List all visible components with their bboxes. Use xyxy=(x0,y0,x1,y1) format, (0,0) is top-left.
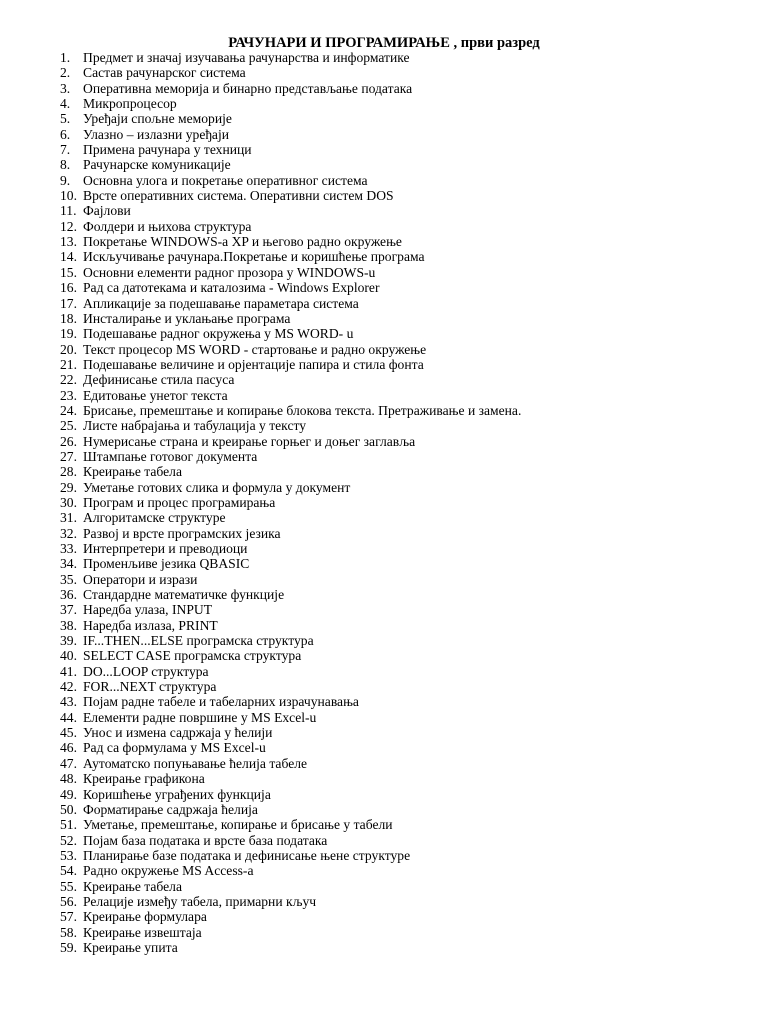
list-item-number: 45. xyxy=(60,725,77,741)
list-item-number: 59. xyxy=(60,939,77,955)
list-item xyxy=(0,556,768,571)
list-item-text: FOR...NEXT структура xyxy=(83,679,217,695)
list-item-text: Фајлови xyxy=(83,203,131,219)
list-item xyxy=(0,219,768,234)
list-item-number: 52. xyxy=(60,832,77,848)
list-item-number: 25. xyxy=(60,418,77,434)
list-item xyxy=(0,81,768,96)
list-item xyxy=(0,342,768,357)
list-item-number: 19. xyxy=(60,326,77,342)
list-item xyxy=(0,173,768,188)
list-item-text: Променљиве језика QBASIC xyxy=(83,556,250,572)
list-item-text: Оперативна меморија и бинарно представљање података xyxy=(83,80,413,96)
list-item xyxy=(0,96,768,111)
list-item-number: 3. xyxy=(60,80,71,96)
list-item xyxy=(0,817,768,832)
list-item-text: Аутоматско попуњавање ћелија табеле xyxy=(83,755,308,771)
list-item-text: Форматирање садржаја ћелија xyxy=(83,801,258,817)
list-item-number: 46. xyxy=(60,740,77,756)
list-item-number: 21. xyxy=(60,356,77,372)
list-item-text: Састав рачунарског система xyxy=(83,65,246,81)
list-item-text: Елементи радне површине у MS Excel-u xyxy=(83,709,317,725)
list-item-text: Рачунарске комуникације xyxy=(83,157,231,173)
list-item xyxy=(0,648,768,663)
list-item-text: Уметање, премештање, копирање и брисање у табели xyxy=(83,817,393,833)
list-item-text: IF...THEN...ELSE програмска структура xyxy=(83,633,314,649)
list-item xyxy=(0,664,768,679)
list-item xyxy=(0,618,768,633)
list-item-text: Планирање базе података и дефинисање њене структуре xyxy=(83,847,411,863)
list-item-text: Основна улога и покретање оперативног система xyxy=(83,172,368,188)
list-item-text: Искључивање рачунара.Покретање и коришћење програма xyxy=(83,249,425,265)
list-item xyxy=(0,464,768,479)
list-item-number: 9. xyxy=(60,172,71,188)
list-item-number: 38. xyxy=(60,617,77,633)
list-item-number: 27. xyxy=(60,448,77,464)
list-item-text: Алгоритамске структуре xyxy=(83,510,226,526)
list-item-number: 5. xyxy=(60,111,71,127)
page-title: РАЧУНАРИ И ПРОГРАМИРАЊЕ , први разред xyxy=(228,35,540,51)
list-item-text: Креирање формулара xyxy=(83,909,207,925)
list-item xyxy=(0,710,768,725)
list-item-text: Листе набрајања и табулација у тексту xyxy=(83,418,307,434)
list-item xyxy=(0,679,768,694)
list-item-text: Врсте оперативних система. Оперативни систем DOS xyxy=(83,188,394,204)
list-item-number: 6. xyxy=(60,126,71,142)
list-item-text: Улазно – излазни уређаји xyxy=(83,126,229,142)
list-item-number: 37. xyxy=(60,602,77,618)
list-item-text: Подешавање величине и орјентације папира и стила фонта xyxy=(83,356,424,372)
list-item xyxy=(0,802,768,817)
list-item-text: Оператори и изрази xyxy=(83,571,198,587)
list-item-text: SELECT CASE програмска структура xyxy=(83,648,302,664)
list-item-number: 26. xyxy=(60,433,77,449)
list-item-number: 42. xyxy=(60,679,77,695)
list-item xyxy=(0,879,768,894)
list-item xyxy=(0,602,768,617)
list-item-number: 57. xyxy=(60,909,77,925)
list-item xyxy=(0,357,768,372)
list-item xyxy=(0,265,768,280)
list-item-text: Интерпретери и преводиоци xyxy=(83,541,248,556)
list-item-number: 48. xyxy=(60,771,77,787)
list-item-text: Апликације за подешавање параметара система xyxy=(83,295,359,311)
list-item xyxy=(0,940,768,955)
list-item-text: Наредба улаза, INPUT xyxy=(83,602,213,618)
list-item-number: 20. xyxy=(60,341,77,357)
list-item-text: Уметање готових слика и формула у документ xyxy=(83,479,351,495)
list-item-text: Текст процесор MS WORD - стартовање и радно окружење xyxy=(83,341,427,357)
list-item-text: Креирање извештаја xyxy=(83,924,202,940)
list-item-text: DO...LOOP структура xyxy=(83,663,209,679)
list-item-text: Нумерисање страна и креирање горњег и доњег заглавља xyxy=(83,433,416,449)
list-item-number: 22. xyxy=(60,372,77,388)
list-item-text: Инсталирање и уклањање програма xyxy=(83,310,291,326)
list-item-number: 24. xyxy=(60,402,77,418)
list-item xyxy=(0,311,768,326)
list-item xyxy=(0,188,768,203)
list-item xyxy=(0,434,768,449)
list-item-text: Наредба излаза, PRINT xyxy=(83,617,218,633)
list-item-number: 53. xyxy=(60,847,77,863)
list-item-number: 23. xyxy=(60,387,77,403)
list-item-text: Брисање, премештање и копирање блокова текста. Претраживање и замена. xyxy=(83,402,522,418)
list-item-number: 2. xyxy=(60,65,71,81)
list-item-number: 8. xyxy=(60,157,71,173)
list-item xyxy=(0,694,768,709)
list-item-text: Коришћење уграђених функција xyxy=(83,786,271,802)
list-item xyxy=(0,296,768,311)
list-item-number: 30. xyxy=(60,494,77,510)
list-item-number: 35. xyxy=(60,571,77,587)
list-item xyxy=(0,510,768,525)
list-item-number: 4. xyxy=(60,96,71,112)
list-item-number: 10. xyxy=(60,188,77,204)
list-item-number: 12. xyxy=(60,218,77,234)
list-item-number: 31. xyxy=(60,510,77,526)
list-item-text: Радно окружење MS Access-a xyxy=(83,863,254,879)
list-item-text: Рад са формулама у MS Excel-u xyxy=(83,740,266,756)
list-item xyxy=(0,249,768,264)
list-item-text: Основни елементи радног прозора у WINDOWS-u xyxy=(83,264,376,280)
list-item-text: Подешавање радног окружења у MS WORD- u xyxy=(83,326,354,342)
list-item-text: Штампање готовог документа xyxy=(83,448,258,464)
list-item xyxy=(0,111,768,126)
list-item-text: Стандардне математичке функције xyxy=(83,587,285,603)
list-item-text: Креирање табела xyxy=(83,878,182,894)
list-item xyxy=(0,572,768,587)
list-item xyxy=(0,541,768,556)
list-item xyxy=(0,50,768,65)
topic-list xyxy=(0,50,768,955)
list-item-number: 55. xyxy=(60,878,77,894)
list-item-text: Едитовање унетог текста xyxy=(83,387,228,403)
list-item xyxy=(0,587,768,602)
list-item-text: Појам база података и врсте база података xyxy=(83,832,328,848)
list-item xyxy=(0,418,768,433)
list-item-number: 56. xyxy=(60,893,77,909)
list-item xyxy=(0,234,768,249)
list-item-text: Дефинисање стила пасуса xyxy=(83,372,235,388)
list-item-number: 7. xyxy=(60,142,71,158)
list-item xyxy=(0,65,768,80)
list-item-text: Уређаји спољне меморије xyxy=(83,111,232,127)
list-item xyxy=(0,280,768,295)
list-item-number: 32. xyxy=(60,525,77,541)
list-item-text: Релације између табела, примарни кључ xyxy=(83,893,317,909)
list-item-number: 44. xyxy=(60,709,77,725)
list-item xyxy=(0,740,768,755)
list-item-number: 36. xyxy=(60,587,77,603)
list-item-number: 43. xyxy=(60,694,77,710)
list-item-text: Креирање табела xyxy=(83,464,182,480)
list-item-number: 16. xyxy=(60,280,77,296)
list-item xyxy=(0,725,768,740)
list-item-number: 1. xyxy=(60,50,71,65)
list-item xyxy=(0,833,768,848)
list-item-text: Развој и врсте програмских језика xyxy=(83,525,281,541)
list-item-text: Примена рачунара у техници xyxy=(83,142,252,158)
list-item-number: 18. xyxy=(60,310,77,326)
list-item-number: 29. xyxy=(60,479,77,495)
list-item xyxy=(0,863,768,878)
list-item-text: Унос и измена садржаја у ћелији xyxy=(83,725,273,741)
list-item xyxy=(0,526,768,541)
list-item-number: 39. xyxy=(60,633,77,649)
list-item xyxy=(0,372,768,387)
list-item-number: 40. xyxy=(60,648,77,664)
list-item xyxy=(0,326,768,341)
list-item-text: Појам радне табеле и табеларних израчунавања xyxy=(83,694,359,710)
list-item-text: Фолдери и њихова структура xyxy=(83,218,252,234)
list-item xyxy=(0,925,768,940)
list-item xyxy=(0,633,768,648)
list-item xyxy=(0,480,768,495)
list-item-number: 49. xyxy=(60,786,77,802)
list-item-text: Микропроцесор xyxy=(83,96,177,112)
list-item-number: 33. xyxy=(60,541,77,556)
list-item-number: 13. xyxy=(60,234,77,250)
list-item-text: Програм и процес програмирања xyxy=(83,494,276,510)
list-item xyxy=(0,449,768,464)
list-item-number: 28. xyxy=(60,464,77,480)
list-item xyxy=(0,388,768,403)
list-item-number: 17. xyxy=(60,295,77,311)
list-item-number: 11. xyxy=(60,203,77,219)
list-item-number: 34. xyxy=(60,556,77,572)
list-item xyxy=(0,142,768,157)
list-item-number: 41. xyxy=(60,663,77,679)
list-item xyxy=(0,909,768,924)
list-item-number: 47. xyxy=(60,755,77,771)
list-item-text: Покретање WINDOWS-a XP и његово радно окружење xyxy=(83,234,402,250)
list-item-number: 15. xyxy=(60,264,77,280)
list-item xyxy=(0,787,768,802)
list-item xyxy=(0,756,768,771)
list-item-number: 58. xyxy=(60,924,77,940)
list-item-number: 50. xyxy=(60,801,77,817)
list-item-text: Рад са датотекама и каталозима - Windows Explorer xyxy=(83,280,380,296)
list-item xyxy=(0,894,768,909)
list-item xyxy=(0,771,768,786)
list-item xyxy=(0,848,768,863)
list-item-number: 14. xyxy=(60,249,77,265)
list-item-number: 51. xyxy=(60,817,77,833)
list-item-text: Креирање упита xyxy=(83,939,178,955)
list-item-text: Креирање графикона xyxy=(83,771,205,787)
list-item-text: Предмет и значај изучавања рачунарства и информатике xyxy=(83,50,410,65)
list-item xyxy=(0,127,768,142)
list-item xyxy=(0,495,768,510)
list-item-number: 54. xyxy=(60,863,77,879)
list-item xyxy=(0,203,768,218)
list-item xyxy=(0,403,768,418)
list-item xyxy=(0,157,768,172)
